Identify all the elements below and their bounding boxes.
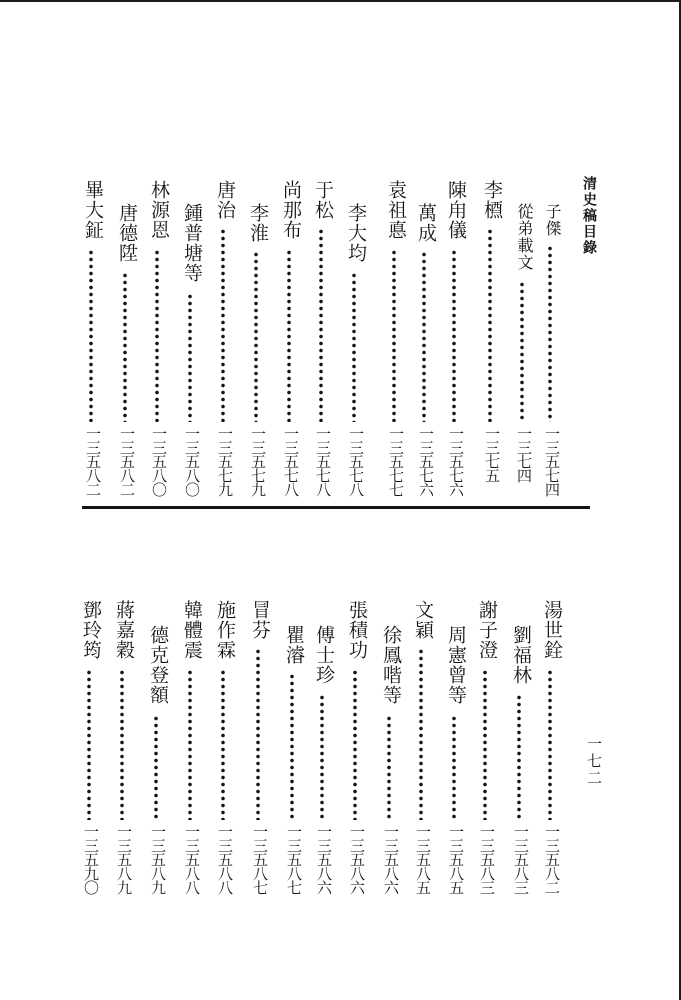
leader-dots bbox=[187, 669, 193, 820]
toc-entry-name: 于松 bbox=[312, 180, 334, 220]
toc-entry-name: 湯世銓 bbox=[541, 600, 563, 660]
toc-entry-page: 一三五八七 bbox=[251, 824, 269, 894]
toc-entry-name: 張積功 bbox=[346, 600, 368, 660]
toc-entry bbox=[212, 180, 238, 496]
leader-dots bbox=[88, 249, 94, 422]
toc-entry-page: 一三五八六 bbox=[382, 824, 400, 894]
leader-dots bbox=[153, 715, 159, 820]
toc-entry-page: 一三五七八 bbox=[314, 426, 332, 496]
toc-entry-name: 李大均 bbox=[345, 203, 367, 263]
leader-dots bbox=[451, 715, 457, 820]
leader-dots bbox=[516, 694, 522, 820]
toc-entry-page: 一三五七六 bbox=[417, 426, 435, 496]
toc-entry-name: 德克登額 bbox=[147, 625, 169, 705]
toc-entry-page: 一三五八七 bbox=[285, 824, 303, 894]
toc-entry-name: 劉福林 bbox=[510, 625, 532, 685]
toc-entry bbox=[344, 600, 370, 892]
toc-entry-page: 一三五八〇 bbox=[150, 426, 168, 496]
toc-entry-page: 一三五七八 bbox=[282, 426, 300, 496]
toc-entry-name: 從弟載文 bbox=[515, 203, 534, 271]
toc-entry bbox=[179, 600, 205, 892]
toc-entry bbox=[146, 180, 172, 496]
leader-dots bbox=[386, 715, 392, 820]
toc-entry-name: 瞿濬 bbox=[283, 625, 305, 665]
toc-entry bbox=[310, 180, 336, 496]
leader-dots bbox=[319, 694, 325, 820]
toc-entry-page: 一三五八〇 bbox=[183, 426, 201, 496]
toc-entry bbox=[343, 203, 369, 496]
toc-entry bbox=[212, 600, 238, 892]
leader-dots bbox=[187, 293, 193, 422]
leader-dots bbox=[519, 281, 525, 422]
toc-entry-name: 徐鳳喈等 bbox=[380, 625, 402, 705]
toc-entry bbox=[539, 600, 565, 892]
leader-dots bbox=[487, 228, 493, 422]
toc-entry-page: 一三五八三 bbox=[478, 824, 496, 894]
toc-entry bbox=[410, 600, 436, 892]
toc-entry-page: 一三五八六 bbox=[315, 824, 333, 894]
toc-entry bbox=[78, 600, 104, 892]
toc-entry-page: 一三五八三 bbox=[512, 824, 530, 894]
toc-entry-page: 一三五八九 bbox=[149, 824, 167, 894]
toc-entry-page: 一三五七八 bbox=[347, 426, 365, 496]
toc-entry bbox=[80, 180, 106, 496]
toc-entry bbox=[311, 625, 337, 892]
toc-entry-name: 蔣嘉穀 bbox=[113, 600, 135, 660]
leader-dots bbox=[482, 669, 488, 820]
toc-entry bbox=[383, 180, 409, 496]
toc-entry-name: 鍾普塘等 bbox=[181, 203, 203, 283]
toc-entry-name: 謝子澄 bbox=[476, 600, 498, 660]
toc-entry-page: 一三七四 bbox=[515, 426, 533, 482]
leader-dots bbox=[391, 249, 397, 422]
toc-entry bbox=[114, 203, 140, 496]
toc-entry bbox=[281, 625, 307, 892]
leader-dots bbox=[421, 251, 427, 422]
leader-dots bbox=[318, 228, 324, 422]
toc-entry-page: 一三五八五 bbox=[447, 824, 465, 894]
leader-dots bbox=[451, 249, 457, 422]
leader-dots bbox=[286, 249, 292, 422]
leader-dots bbox=[220, 669, 226, 820]
toc-entry-name: 李淮 bbox=[247, 203, 269, 243]
toc-entry-name: 周憲曾等 bbox=[445, 625, 467, 705]
toc-entry-name: 文穎 bbox=[412, 600, 434, 640]
running-header: 清史稿目錄 bbox=[581, 176, 597, 256]
toc-entry-page: 一三五八六 bbox=[348, 824, 366, 894]
toc-entry-page: 一三七五 bbox=[483, 426, 501, 482]
leader-dots bbox=[547, 669, 553, 820]
page-number: 一七二 bbox=[585, 736, 603, 787]
leader-dots bbox=[122, 272, 128, 422]
toc-entry-name: 林源恩 bbox=[148, 180, 170, 240]
toc-entry bbox=[278, 180, 304, 496]
toc-entry bbox=[247, 600, 273, 892]
toc-entry-page: 一三五八八 bbox=[183, 824, 201, 894]
toc-entry bbox=[378, 625, 404, 892]
toc-entry-page: 一三五八五 bbox=[414, 824, 432, 894]
toc-entry-name: 李槱 bbox=[481, 180, 503, 220]
toc-entry-page: 一三五七九 bbox=[249, 426, 267, 496]
toc-entry-page: 一三五八九 bbox=[115, 824, 133, 894]
toc-entry bbox=[179, 203, 205, 496]
leader-dots bbox=[351, 272, 357, 422]
toc-entry-name: 畢大鉦 bbox=[82, 180, 104, 240]
toc-entry-page: 一三五七四 bbox=[543, 426, 561, 496]
toc-entry-name: 施作霖 bbox=[214, 600, 236, 660]
toc-entry-page: 一三五九〇 bbox=[82, 824, 100, 894]
toc-entry-name: 唐德陞 bbox=[116, 203, 138, 263]
toc-entry-page: 一三五七七 bbox=[387, 426, 405, 496]
leader-dots bbox=[289, 673, 295, 820]
toc-entry-page: 一三五八二 bbox=[543, 824, 561, 894]
leader-dots bbox=[154, 249, 160, 422]
toc-entry bbox=[111, 600, 137, 892]
toc-entry-page: 一三五八二 bbox=[118, 426, 136, 496]
toc-entry bbox=[443, 625, 469, 892]
toc-entry-name: 子傑 bbox=[543, 203, 562, 237]
toc-entry-name: 韓體震 bbox=[181, 600, 203, 660]
toc-entry bbox=[474, 600, 500, 892]
toc-entry-name: 傅士珍 bbox=[313, 625, 335, 685]
toc-entry-name: 陳甪儀 bbox=[445, 180, 467, 240]
toc-entry bbox=[245, 203, 271, 496]
toc-entry-name: 尚那布 bbox=[280, 180, 302, 240]
toc-entry bbox=[443, 180, 469, 496]
toc-entry-name: 唐治 bbox=[214, 180, 236, 220]
leader-dots bbox=[253, 251, 259, 422]
toc-entry bbox=[539, 203, 565, 496]
leader-dots bbox=[418, 648, 424, 820]
toc-entry-name: 萬成 bbox=[415, 203, 437, 243]
toc-entry-name: 袁祖悳 bbox=[385, 180, 407, 240]
toc-entry bbox=[145, 625, 171, 892]
toc-entry-page: 一三五七六 bbox=[447, 426, 465, 496]
page-top-edge bbox=[0, 0, 681, 2]
leader-dots bbox=[220, 228, 226, 422]
leader-dots bbox=[352, 669, 358, 820]
toc-entry-page: 一三五七九 bbox=[216, 426, 234, 496]
toc-entry-page: 一三五八八 bbox=[216, 824, 234, 894]
leader-dots bbox=[119, 669, 125, 820]
toc-entry-name: 冒芬 bbox=[249, 600, 271, 640]
leader-dots bbox=[547, 245, 553, 422]
leader-dots bbox=[255, 648, 261, 820]
leader-dots bbox=[86, 669, 92, 820]
toc-entry-name: 鄧玲筠 bbox=[80, 600, 102, 660]
toc-entry bbox=[479, 180, 505, 492]
toc-entry-page: 一三五八二 bbox=[84, 426, 102, 496]
toc-entry bbox=[413, 203, 439, 496]
section-divider bbox=[82, 506, 590, 509]
toc-entry bbox=[508, 625, 534, 892]
toc-entry bbox=[511, 203, 537, 492]
